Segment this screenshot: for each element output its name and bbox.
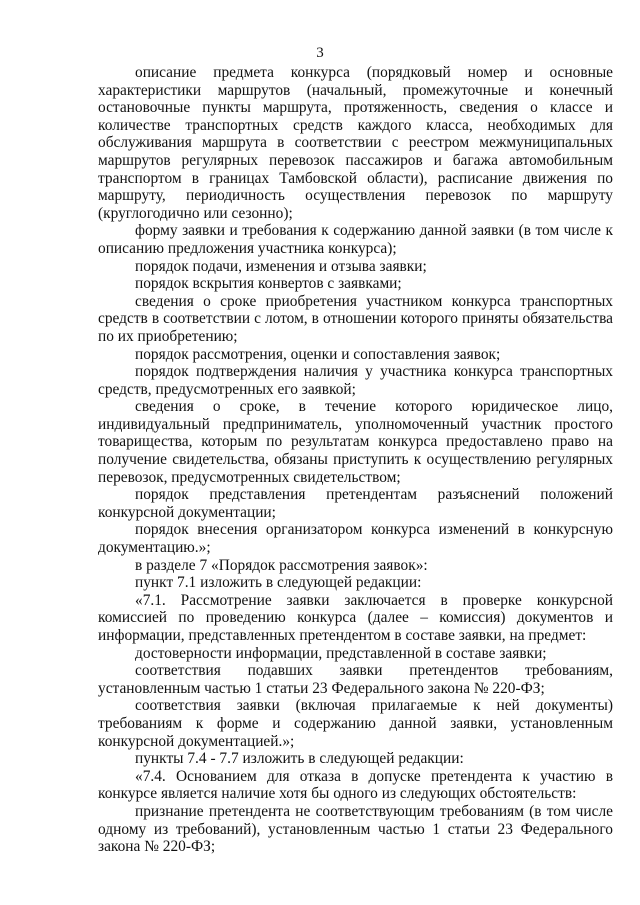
paragraph-clarifications: порядок представления претендентам разъяснений положений конкурсной документации;	[98, 486, 613, 521]
paragraph-items-7-4-7-7-intro: пункты 7.4 - 7.7 изложить в следующей редакции:	[135, 750, 464, 768]
paragraph-envelope-opening: порядок вскрытия конвертов с заявками;	[135, 275, 402, 293]
paragraph-item-7-4: «7.4. Основанием для отказа в допуске претендента к участию в конкурсе является наличие хотя бы одного из следующих обстоятельств:	[98, 767, 613, 803]
paragraph-item-7-1-intro: пункт 7.1 изложить в следующей редакции:	[135, 574, 422, 592]
paragraph-start-term: сведения о сроке, в течение которого юридическое лицо, индивидуальный предприниматель, уполномоченный участник простого товарищества, которым по результатам конкурса предоставлено право на получение свидетельства, обязаны приступить к осуществлению регулярных перевозок, предусмотренных свидетельством;	[98, 398, 613, 486]
paragraph-application-form: форму заявки и требования к содержанию данной заявки (в том числе к описанию предложения участника конкурса);	[98, 222, 613, 257]
paragraph-item-7-1: «7.1. Рассмотрение заявки заключается в проверке конкурсной комиссией по проведению конкурса (далее – комиссия) документов и информации, представленных претендентом в составе заявки, на предмет:	[98, 591, 613, 644]
paragraph-submission-order: порядок подачи, изменения и отзыва заявки;	[135, 257, 427, 275]
paragraph-vehicle-confirmation: порядок подтверждения наличия у участника конкурса транспортных средств, предусмотренных его заявкой;	[98, 363, 613, 398]
paragraph-applicant-compliance: соответствия подавших заявки претендентов требованиям, установленным частью 1 статьи 23 Федерального закона № 220-ФЗ;	[98, 662, 613, 697]
paragraph-amendments: порядок внесения организатором конкурса изменений в конкурсную документацию.»;	[98, 521, 613, 557]
paragraph-section-7: в разделе 7 «Порядок рассмотрения заявок»:	[135, 556, 428, 574]
paragraph-application-compliance: соответствия заявки (включая прилагаемые к ней документы) требованиям к форме и содержанию данной заявки, установленным конкурсной документацией.»;	[98, 697, 613, 750]
paragraph-vehicle-acquisition-term: сведения о сроке приобретения участником конкурса транспортных средств в соответствии с лотом, в отношении которого приняты обязательства по их приобретению;	[98, 292, 613, 345]
paragraph-noncompliance-ground: признание претендента не соответствующим требованиям (в том числе одному из требований), установленным частью 1 статьи 23 Федерального закона № 220-ФЗ;	[98, 802, 613, 856]
document-body	[98, 64, 613, 856]
page-number: 3	[316, 45, 324, 61]
paragraph-tender-subject: описание предмета конкурса (порядковый номер и основные характеристики маршрутов (начальный, промежуточные и конечный остановочные пункты маршрута, протяженность, сведения о классе и количестве транспортных средств каждого класса, необходимых для обслуживания маршрута в соответствии с реестром межмуниципальных маршрутов регулярных перевозок пассажиров и багажа автомобильным транспортом в границах Тамбовской области), расписание движения по маршруту, периодичность осуществления перевозок по маршруту (круглогодично или сезонно);	[98, 64, 613, 222]
paragraph-review-order: порядок рассмотрения, оценки и сопоставления заявок;	[135, 345, 501, 363]
paragraph-information-reliability: достоверности информации, представленной в составе заявки;	[135, 644, 547, 662]
